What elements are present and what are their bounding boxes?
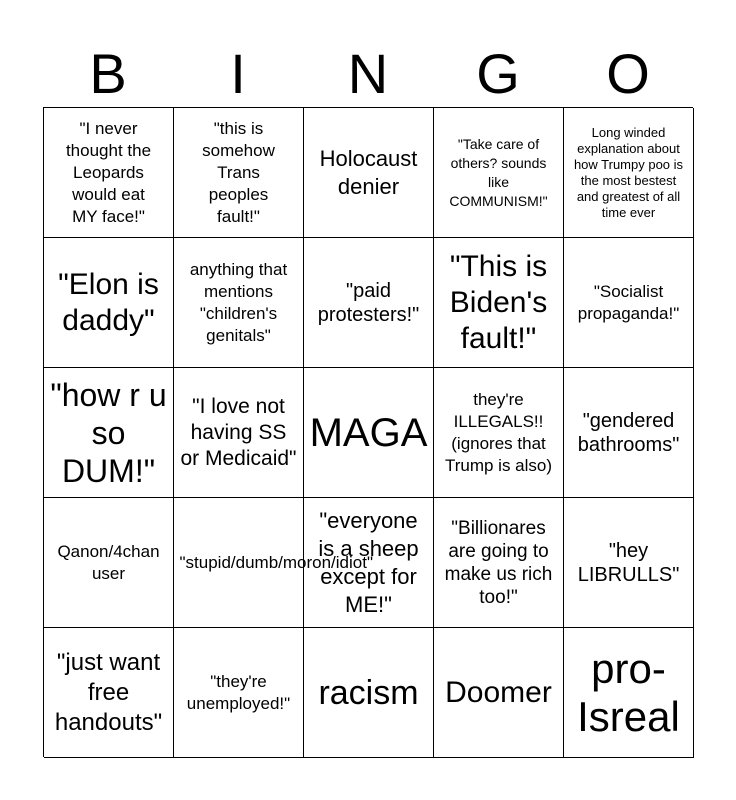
cell-text: "this is somehow Trans peoples fault!" — [202, 118, 275, 226]
cell-text: anything that mentions "children's genitals" — [189, 259, 288, 345]
cell-text: "I love not having SS or Medicaid" — [180, 394, 297, 470]
bingo-cell-r3c2[interactable] — [174, 368, 304, 498]
cell-text: "This is Biden's fault!" — [449, 249, 548, 355]
bingo-cell-r1c3[interactable] — [304, 108, 434, 238]
bingo-board — [43, 107, 693, 757]
bingo-cell-r3c4[interactable] — [434, 368, 564, 498]
cell-text: "paid protesters!" — [317, 279, 420, 326]
cell-text: "just want free handouts" — [54, 648, 163, 736]
header-letter-g: G — [476, 42, 520, 105]
bingo-cell-r4c5[interactable] — [564, 498, 694, 628]
bingo-cell-r2c4[interactable] — [434, 238, 564, 368]
bingo-cell-r1c1[interactable] — [44, 108, 174, 238]
cell-text: "hey LIBRULLS" — [577, 539, 680, 586]
cell-text: Long winded explanation about how Trumpy poo is the most bestest and greatest of all time ever — [573, 124, 684, 220]
bingo-cell-r3c5[interactable] — [564, 368, 694, 498]
cell-text: "gendered bathrooms" — [577, 409, 680, 456]
bingo-cell-r3c3[interactable] — [304, 368, 434, 498]
cell-text: Holocaust denier — [319, 145, 418, 199]
cell-text: "how r u so DUM!" — [50, 376, 167, 489]
bingo-cell-r5c1[interactable] — [44, 628, 174, 758]
bingo-cell-r4c1[interactable] — [44, 498, 174, 628]
cell-text: pro-Isreal — [577, 644, 680, 740]
bingo-cell-r2c5[interactable] — [564, 238, 694, 368]
bingo-cell-r3c1[interactable] — [44, 368, 174, 498]
header-letter-n: N — [347, 42, 389, 105]
cell-text: "stupid/dumb/moron/idiot" — [179, 552, 373, 572]
bingo-cell-r4c3[interactable] — [304, 498, 434, 628]
bingo-cell-r5c3[interactable] — [304, 628, 434, 758]
cell-text: they're ILLEGALS!! (ignores that Trump is also) — [444, 389, 553, 475]
cell-text: "they're unemployed!" — [186, 671, 291, 713]
bingo-cell-r5c5[interactable] — [564, 628, 694, 758]
cell-text: "I never thought the Leopards would eat MY face!" — [65, 118, 152, 226]
bingo-cell-r5c2[interactable] — [174, 628, 304, 758]
cell-text: MAGA — [309, 410, 428, 455]
bingo-cell-r1c4[interactable] — [434, 108, 564, 238]
cell-text: Doomer — [445, 675, 552, 709]
cell-text: "Take care of others? sounds like COMMUNISM!" — [449, 135, 548, 209]
header-letter-i: I — [230, 42, 246, 105]
cell-text: "Socialist propaganda!" — [577, 281, 680, 323]
cell-text: Qanon/4chan user — [57, 541, 160, 583]
bingo-cell-r2c3[interactable] — [304, 238, 434, 368]
header-letter-o: O — [606, 42, 650, 105]
cell-text: "Elon is daddy" — [58, 267, 159, 337]
bingo-cell-r2c2[interactable] — [174, 238, 304, 368]
header-letter-b: B — [89, 42, 127, 105]
bingo-cell-r1c2[interactable] — [174, 108, 304, 238]
cell-text: "Billionares are going to make us rich too!" — [444, 517, 553, 608]
bingo-cell-r5c4[interactable] — [434, 628, 564, 758]
bingo-header — [43, 40, 693, 108]
cell-text: racism — [318, 673, 419, 712]
bingo-cell-r4c4[interactable] — [434, 498, 564, 628]
bingo-cell-r1c5[interactable] — [564, 108, 694, 238]
cell-text: "everyone is a sheep except for ME!" — [318, 507, 419, 617]
bingo-cell-r2c1[interactable] — [44, 238, 174, 368]
